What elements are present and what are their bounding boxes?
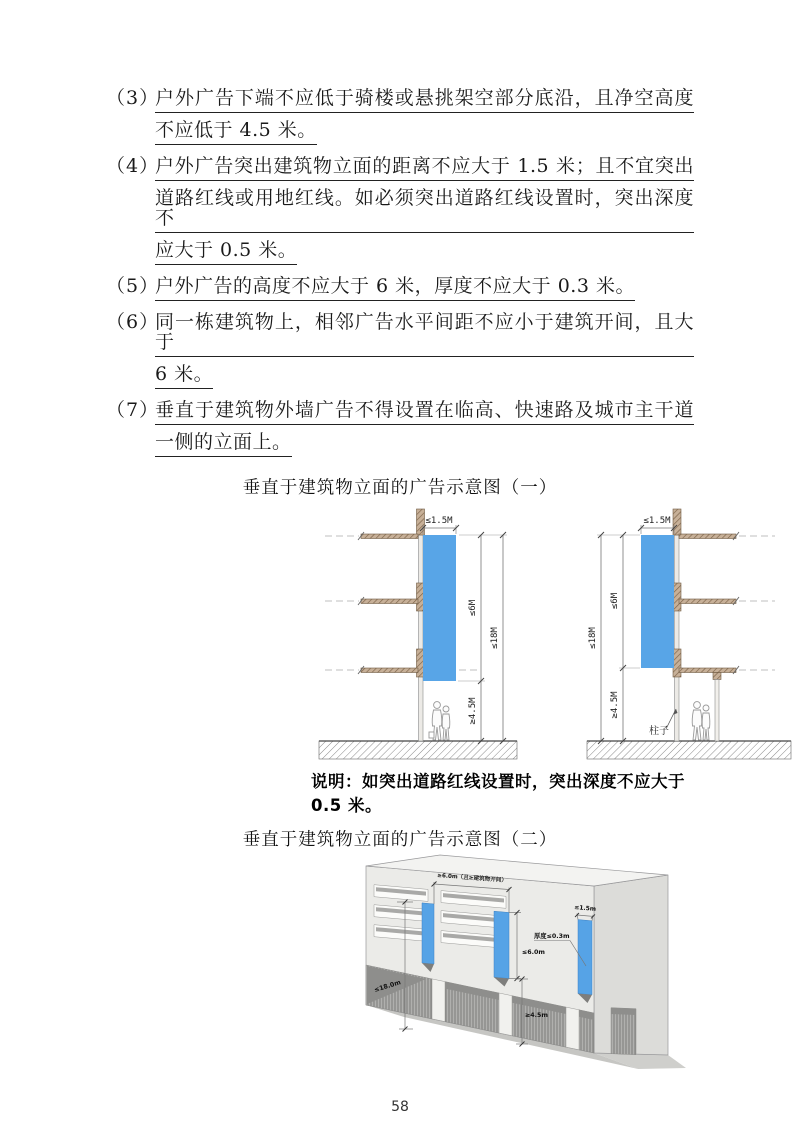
dim-inner (458, 532, 485, 744)
dim-width-label: ≤1.5M (643, 516, 671, 526)
item-number: （4） (106, 155, 160, 177)
figure1-left-section (311, 501, 561, 766)
dim-thickness-label: 厚度≤0.3m (534, 933, 570, 940)
ad-panel (423, 535, 456, 681)
dim-width-label: ≤1.5M (425, 516, 453, 526)
figure1-right-section (561, 501, 794, 766)
figure1-title: 垂直于建筑物立面的广告示意图（一） (242, 478, 558, 498)
floor-slabs (358, 532, 418, 674)
dim-inner (610, 532, 640, 744)
figure2-title: 垂直于建筑物立面的广告示意图（二） (242, 830, 558, 850)
figure1-note: 说明：如突出道路红线设置时，突出深度不应大于 0.5 米。 (311, 772, 685, 815)
dim-clearance-label: ≥4.5M (468, 697, 478, 725)
figure1-diagram (311, 501, 794, 766)
column-callout (649, 709, 678, 737)
item-text-line: 垂直于建筑物外墙广告不得设置在临高、快速路及城市主干道 (155, 400, 694, 425)
dim-width2-label: ≤1.5m (573, 904, 597, 913)
column-label: 柱子 (649, 726, 669, 737)
item-text-line: 户外广告下端不应低于骑楼或悬挑架空部分底沿，且净空高度 (155, 88, 694, 113)
dim-total-label: ≤18M (588, 627, 598, 649)
dim-clearance-label: ≥4.5M (610, 691, 620, 719)
ground-hatch (319, 741, 517, 759)
list-item-5 (106, 276, 694, 308)
dim-outer (485, 532, 507, 744)
dim-width (638, 516, 677, 534)
figure2-isometric (346, 853, 686, 1073)
item-text-line: 道路红线或用地红线。如必须突出道路红线设置时，突出深度不 (155, 188, 694, 233)
list-item-3 (106, 88, 694, 152)
pedestrians (429, 702, 450, 740)
ad-panel (641, 535, 674, 668)
dim-height-label: ≤6M (468, 599, 478, 617)
item-text-line: 户外广告突出建筑物立面的距离不应大于 1.5 米；且不宜突出 (155, 156, 694, 181)
ground-hatch (587, 741, 791, 759)
item-text-line: 6 米。 (155, 364, 213, 389)
slab-centerlines (739, 536, 775, 670)
dim-clearance2-label: ≥4.5m (525, 1012, 548, 1019)
list-item-4 (106, 156, 694, 272)
item-number: （3） (106, 87, 160, 109)
canopy-column (713, 673, 721, 742)
item-number: （6） (106, 311, 160, 333)
item-text-line: 一侧的立面上。 (155, 432, 292, 457)
item-number: （7） (106, 399, 160, 421)
dim-total-label: ≤18M (490, 627, 500, 649)
pedestrians (692, 702, 710, 740)
dim-height2-label: ≤6.0m (522, 949, 545, 956)
item-text-line: 不应低于 4.5 米。 (155, 120, 317, 145)
page-number: 58 (391, 1099, 409, 1115)
item-text-line: 应大于 0.5 米。 (155, 240, 297, 265)
list-item-6 (106, 312, 694, 396)
dim-width (420, 516, 459, 534)
dim-spacing-label: ≥6.0m（且≥建筑物开间） (437, 872, 508, 885)
item-text-line: 同一栋建筑物上，相邻广告水平间距不应小于建筑开间，且大于 (155, 312, 694, 357)
item-number: （5） (106, 275, 160, 297)
item-text-line: 户外广告的高度不应大于 6 米，厚度不应大于 0.3 米。 (155, 276, 635, 301)
figure2-diagram (346, 853, 694, 1077)
floor-slabs (679, 532, 739, 674)
dim-total2-label: ≤18.0m (373, 979, 402, 994)
list-item-7 (106, 400, 694, 464)
building-wall (419, 535, 424, 741)
dim-height-label: ≤6M (610, 592, 620, 610)
